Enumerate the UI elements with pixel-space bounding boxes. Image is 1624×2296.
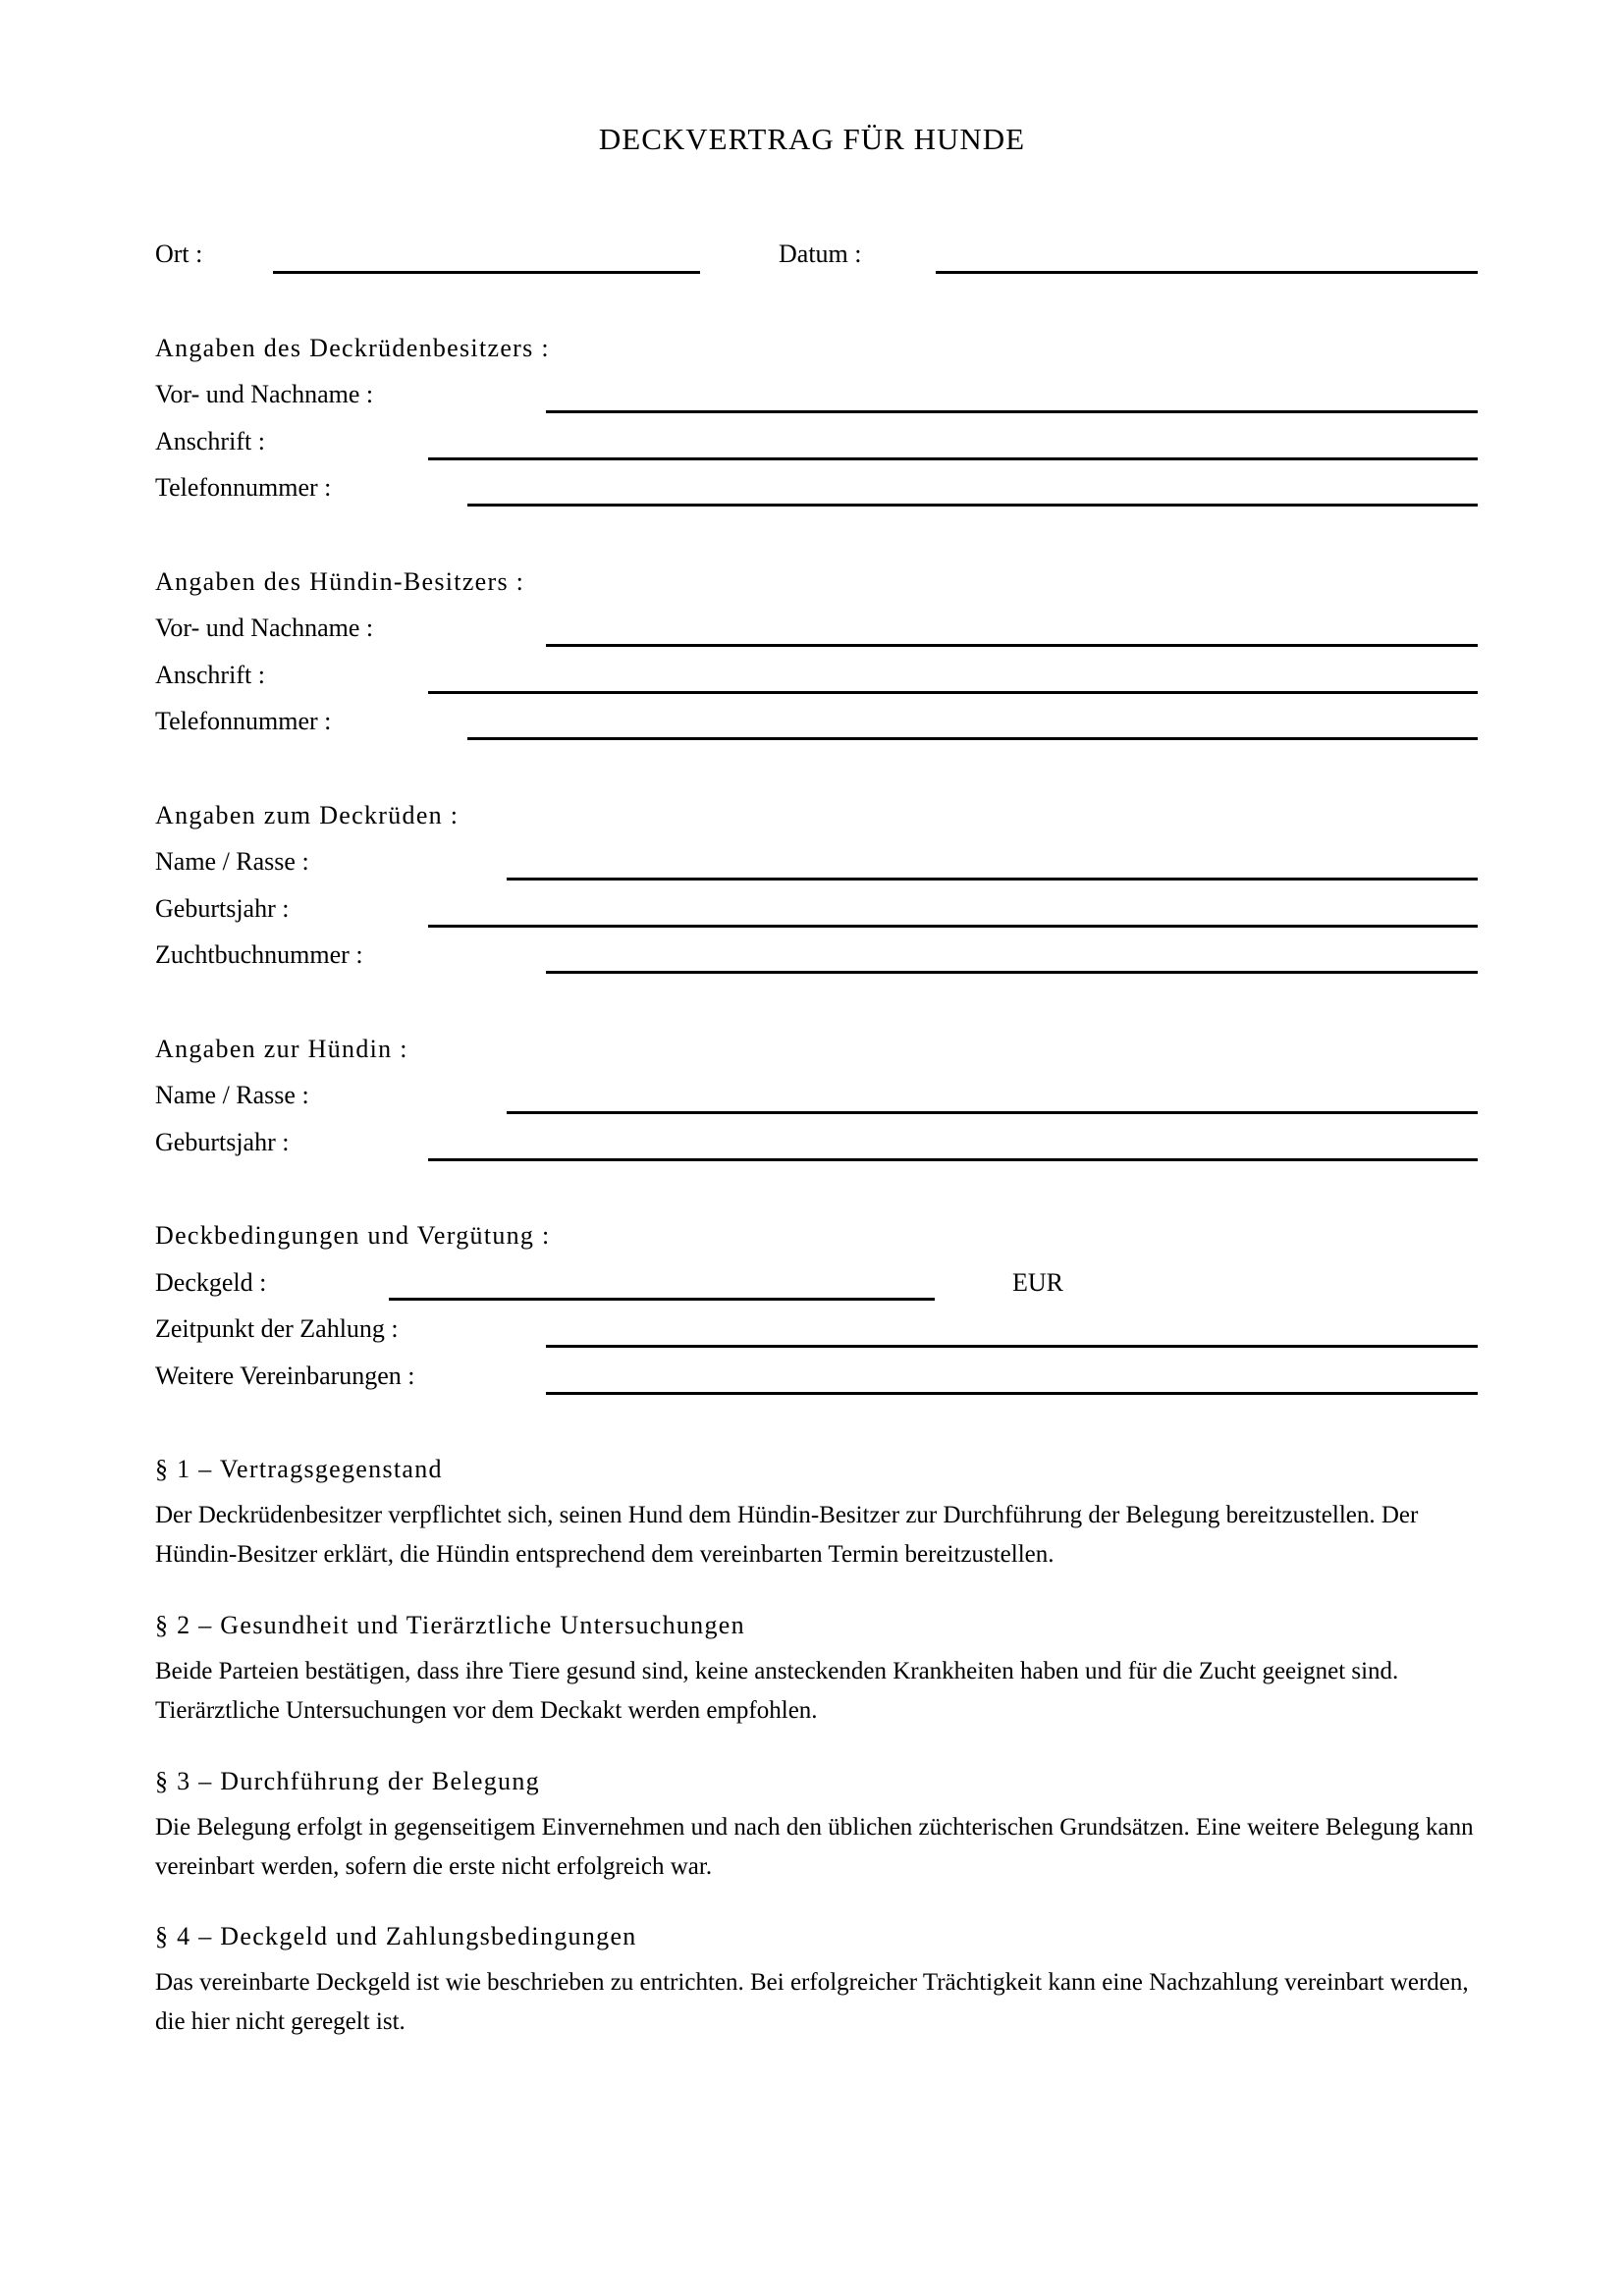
- deckrueden-studbook-label: Zuchtbuchnummer :: [155, 940, 363, 969]
- payment-time-field[interactable]: [546, 1345, 1478, 1348]
- huendin-name-label: Name / Rasse :: [155, 1081, 309, 1109]
- deckruedenbesitzer-name-label: Vor- und Nachname :: [155, 380, 374, 408]
- ort-label: Ort :: [155, 240, 203, 268]
- section-2-heading: § 2 – Gesundheit und Tierärztliche Untersuchungen: [155, 1611, 745, 1639]
- huendin-birth-label: Geburtsjahr :: [155, 1128, 290, 1156]
- datum-field[interactable]: [936, 271, 1478, 274]
- huendinbesitzer-phone-field[interactable]: [467, 737, 1478, 740]
- deckruedenbesitzer-address-field[interactable]: [428, 457, 1478, 460]
- further-agreements-label: Weitere Vereinbarungen :: [155, 1362, 415, 1390]
- payment-time-label: Zeitpunkt der Zahlung :: [155, 1314, 399, 1343]
- huendin-name-field[interactable]: [507, 1111, 1478, 1114]
- deckrueden-name-label: Name / Rasse :: [155, 847, 309, 876]
- deckrueden-heading: Angaben zum Deckrüden :: [155, 801, 460, 829]
- fee-field[interactable]: [389, 1298, 935, 1301]
- section-2-text: Beide Parteien bestätigen, dass ihre Tiere gesund sind, keine ansteckenden Krankheiten haben und für die Zucht geeignet sind. Tierärztliche Untersuchungen vor dem Deckakt werden empfohlen.: [155, 1658, 1399, 1724]
- huendinbesitzer-address-label: Anschrift :: [155, 661, 265, 689]
- conditions-heading: Deckbedingungen und Vergütung :: [155, 1221, 551, 1250]
- fee-unit: EUR: [1012, 1268, 1063, 1297]
- deckruedenbesitzer-name-field[interactable]: [546, 410, 1478, 413]
- huendinbesitzer-name-label: Vor- und Nachname :: [155, 614, 374, 642]
- deckruedenbesitzer-address-label: Anschrift :: [155, 427, 265, 455]
- section-4-text: Das vereinbarte Deckgeld ist wie beschrieben zu entrichten. Bei erfolgreicher Trächtigkeit kann eine Nachzahlung vereinbart werden, die hier nicht geregelt ist.: [155, 1969, 1469, 2035]
- document-title: DECKVERTRAG FÜR HUNDE: [598, 122, 1026, 156]
- section-1-text: Der Deckrüdenbesitzer verpflichtet sich, seinen Hund dem Hündin-Besitzer zur Durchführung der Belegung bereitzustellen. Der Hündin-Besitzer erklärt, die Hündin entsprechend dem vereinbarten Termin bereitzustellen.: [155, 1502, 1419, 1568]
- section-4-heading: § 4 – Deckgeld und Zahlungsbedingungen: [155, 1922, 637, 1950]
- section-3-heading: § 3 – Durchführung der Belegung: [155, 1767, 540, 1795]
- huendin-heading: Angaben zur Hündin :: [155, 1035, 408, 1063]
- deckrueden-name-field[interactable]: [507, 878, 1478, 881]
- section-1-heading: § 1 – Vertragsgegenstand: [155, 1455, 443, 1483]
- deckrueden-birth-label: Geburtsjahr :: [155, 894, 290, 923]
- huendinbesitzer-address-field[interactable]: [428, 691, 1478, 694]
- huendinbesitzer-phone-label: Telefonnummer :: [155, 707, 332, 735]
- fee-label: Deckgeld :: [155, 1268, 267, 1297]
- further-agreements-field[interactable]: [546, 1392, 1478, 1395]
- deckruedenbesitzer-phone-label: Telefonnummer :: [155, 473, 332, 502]
- deckrueden-studbook-field[interactable]: [546, 971, 1478, 974]
- deckruedenbesitzer-phone-field[interactable]: [467, 504, 1478, 507]
- datum-label: Datum :: [779, 240, 862, 268]
- deckrueden-birth-field[interactable]: [428, 925, 1478, 928]
- section-3-text: Die Belegung erfolgt in gegenseitigem Einvernehmen und nach den üblichen züchterischen Grundsätzen. Eine weitere Belegung kann vereinbart werden, sofern die erste nicht erfolgreich war.: [155, 1814, 1474, 1880]
- deckruedenbesitzer-heading: Angaben des Deckrüdenbesitzers :: [155, 334, 550, 362]
- huendinbesitzer-heading: Angaben des Hündin-Besitzers :: [155, 567, 525, 596]
- huendinbesitzer-name-field[interactable]: [546, 644, 1478, 647]
- huendin-birth-field[interactable]: [428, 1158, 1478, 1161]
- ort-field[interactable]: [273, 271, 700, 274]
